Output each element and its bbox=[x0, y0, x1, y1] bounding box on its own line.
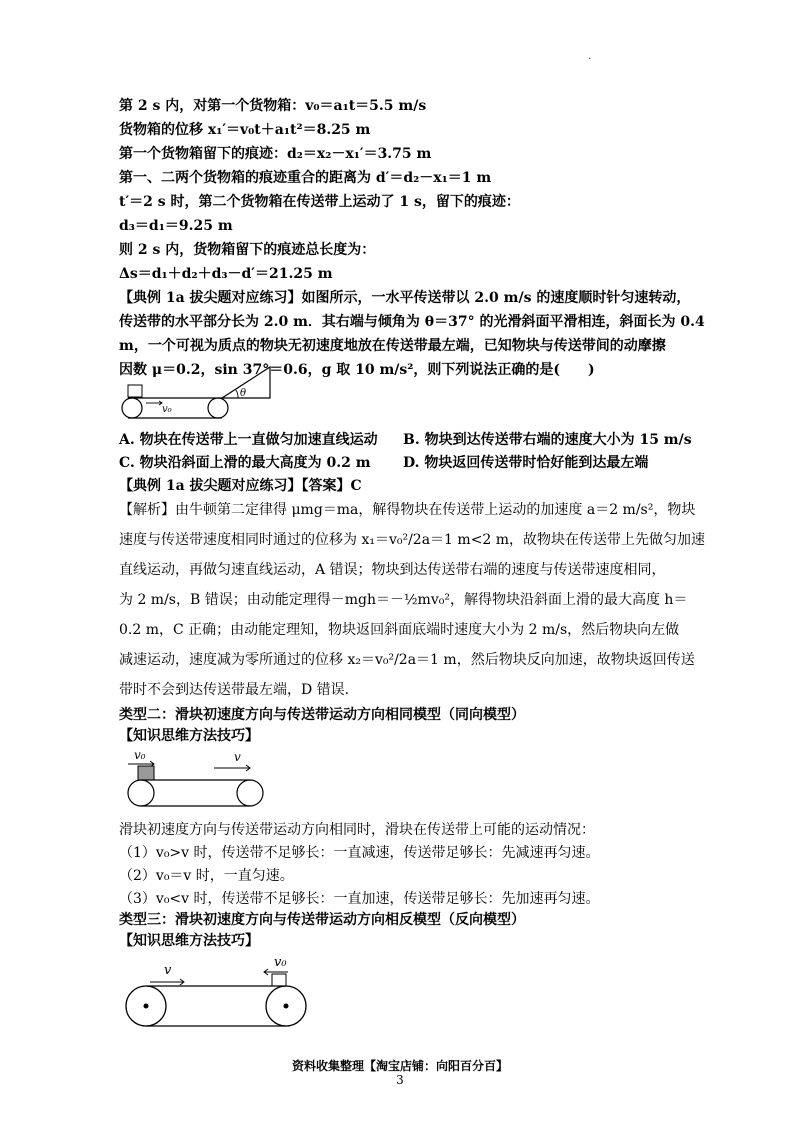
type2-skill-heading: 【知识思维方法技巧】 bbox=[119, 728, 259, 744]
option-c: C. 物块沿斜面上滑的最大高度为 0.2 m bbox=[119, 455, 371, 471]
right-roller bbox=[237, 780, 263, 806]
solution-line: d₃＝d₁＝9.25 m bbox=[119, 218, 233, 234]
v0-label: v₀ bbox=[134, 748, 146, 762]
v-label: v bbox=[234, 750, 241, 764]
type3-heading: 类型三：滑块初速度方向与传送带运动方向相反模型（反向模型） bbox=[119, 912, 525, 928]
block bbox=[272, 974, 286, 986]
analysis-line: 直线运动，再做匀速直线运动，A 错误；物块到达传送带右端的速度与传送带速度相同， bbox=[119, 562, 666, 578]
left-roller bbox=[128, 780, 154, 806]
solution-line: 第 2 s 内，对第一个货物箱：v₀＝a₁t＝5.5 m/s bbox=[119, 98, 427, 114]
v0-label: v₀ bbox=[162, 404, 172, 415]
analysis-line: 0.2 m，C 正确；由动能定理知，物块返回斜面底端时速度大小为 2 m/s，然后物块向左做 bbox=[119, 622, 680, 638]
analysis-line: 减速运动，速度减为零所通过的位移 x₂＝v₀²/2a＝1 m，然后物块反向加速，故物块返回传送 bbox=[119, 652, 695, 668]
answer-line: 【典例 1a 拔尖题对应练习】【答案】C bbox=[119, 478, 362, 494]
type2-line: （3）v₀<v 时，传送带不足够长：一直加速，传送带足够长：先加速再匀速。 bbox=[119, 891, 600, 907]
type2-line: （2）v₀＝v 时，一直匀速。 bbox=[119, 868, 294, 884]
example-line: 【典例 1a 拔尖题对应练习】如图所示，一水平传送带以 2.0 m/s 的速度顺时针匀速转动， bbox=[119, 290, 691, 306]
v-label: v bbox=[164, 963, 172, 978]
example-line: 因数 μ＝0.2，sin 37°＝0.6，g 取 10 m/s²，则下列说法正确的是( ) bbox=[119, 362, 595, 378]
solution-line: Δs＝d₁＋d₂＋d₃－d′＝21.25 m bbox=[119, 266, 333, 282]
analysis-line: 速度与传送带速度相同时通过的位移为 x₁＝v₀²/2a＝1 m<2 m，故物块在传送带上先做匀加速 bbox=[119, 532, 706, 548]
type2-line: （1）v₀>v 时，传送带不足够长：一直减速，传送带足够长：先减速再匀速。 bbox=[119, 845, 600, 861]
type3-skill-heading: 【知识思维方法技巧】 bbox=[119, 933, 259, 949]
example-line: 传送带的水平部分长为 2.0 m．其右端与倾角为 θ＝37° 的光滑斜面平滑相连，斜面长为 0.4 bbox=[119, 314, 705, 330]
solution-line: 第一个货物箱留下的痕迹：d₂＝x₂－x₁′＝3.75 m bbox=[119, 146, 432, 162]
solution-line: 则 2 s 内，货物箱留下的痕迹总长度为： bbox=[119, 242, 376, 258]
analysis-line: 【解析】由牛顿第二定律得 μmg＝ma，解得物块在传送带上运动的加速度 a＝2 m/s²，物块 bbox=[119, 502, 696, 518]
solution-line: 货物箱的位移 x₁′＝v₀t＋a₁t²＝8.25 m bbox=[119, 122, 371, 138]
solution-line: 第一、二两个货物箱的痕迹重合的距离为 d′＝d₂－x₁＝1 m bbox=[119, 170, 492, 186]
type2-line: 滑块初速度方向与传送带运动方向相同时，滑块在传送带上可能的运动情况： bbox=[119, 822, 595, 838]
block bbox=[138, 766, 154, 780]
theta-label: θ bbox=[240, 388, 247, 399]
same-direction-figure bbox=[120, 746, 272, 808]
page-number: 3 bbox=[396, 1073, 404, 1087]
belt-incline-figure bbox=[118, 365, 278, 423]
option-b: B. 物块到达传送带右端的速度大小为 15 m/s bbox=[403, 432, 692, 448]
analysis-line: 为 2 m/s，B 错误；由动能定理得－mgh＝－½mv₀²，解得物块沿斜面上滑的最大高度 h＝ bbox=[119, 592, 688, 608]
option-a: A. 物块在传送带上一直做匀加速直线运动 bbox=[119, 432, 378, 448]
opposite-direction-figure bbox=[124, 952, 310, 1028]
right-roller bbox=[208, 398, 228, 418]
example-line: m，一个可视为质点的物块无初速度地放在传送带最左端，已知物块与传送带间的动摩擦 bbox=[119, 338, 666, 354]
solution-line: t′＝2 s 时，第二个货物箱在传送带上运动了 1 s，留下的痕迹： bbox=[119, 194, 520, 210]
v0-label: v₀ bbox=[274, 955, 287, 970]
option-d: D. 物块返回传送带时恰好能到达最左端 bbox=[403, 455, 649, 471]
block bbox=[128, 385, 142, 397]
page-footer: 资料收集整理【淘宝店铺：向阳百分百】 bbox=[291, 1059, 508, 1073]
left-roller bbox=[122, 398, 142, 418]
type2-heading: 类型二：滑块初速度方向与传送带运动方向相同模型（同向模型） bbox=[119, 707, 525, 723]
corner-mark: · bbox=[588, 54, 592, 65]
analysis-line: 带时不会到达传送带最左端，D 错误. bbox=[119, 682, 350, 698]
